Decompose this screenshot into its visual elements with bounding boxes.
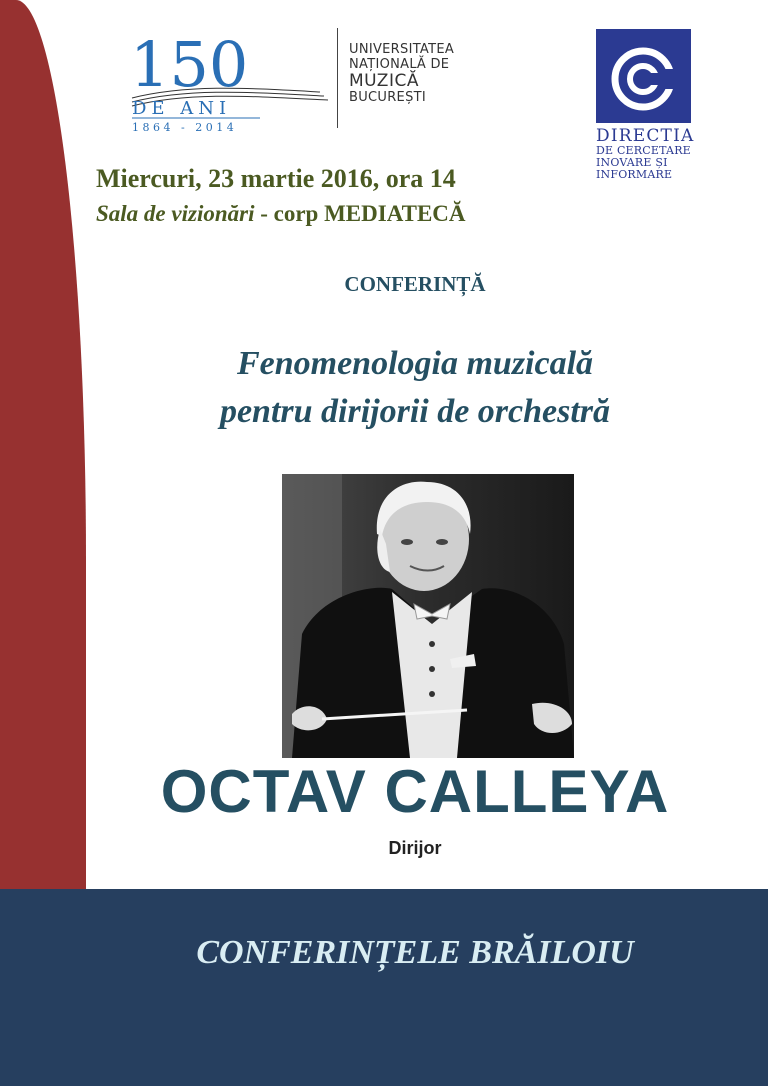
venue-room: Sala de vizionări	[96, 201, 255, 226]
anniversary-years: 1864 - 2014	[132, 121, 238, 134]
conference-label: CONFERINȚĂ	[344, 272, 486, 296]
directia-logo-mark	[596, 29, 691, 123]
anniversary-150-logo	[128, 28, 338, 136]
speaker-name: OCTAV CALLEYA	[160, 758, 670, 825]
directia-line-1: DIRECTIA	[596, 126, 695, 146]
directia-logo-text	[596, 127, 696, 181]
conference-title	[0, 340, 768, 436]
event-venue	[96, 201, 466, 227]
venue-building: - corp MEDIATECĂ	[254, 201, 466, 226]
anniversary-number: 150	[130, 28, 249, 101]
logo-divider	[337, 28, 338, 128]
bottom-banner	[0, 889, 768, 1086]
directia-line-3: INOVARE ȘI	[596, 156, 668, 169]
event-date: Miercuri, 23 martie 2016, ora 14	[96, 164, 456, 193]
directia-line-4: INFORMARE	[596, 168, 673, 181]
directia-line-2: DE CERCETARE	[596, 144, 691, 157]
university-line-4: BUCUREȘTI	[349, 90, 426, 105]
university-line-1: UNIVERSITATEA	[349, 42, 455, 57]
university-logo-text	[349, 42, 454, 105]
conference-title-line-2: pentru dirijorii de orchestră	[219, 393, 611, 430]
directia-c-icon	[596, 29, 691, 123]
university-line-2: NAȚIONALĂ DE	[349, 57, 450, 72]
anniversary-subtitle: DE ANI	[132, 98, 232, 119]
speaker-photo	[282, 474, 574, 758]
series-title: CONFERINȚELE BRĂILOIU	[196, 934, 634, 971]
conference-title-line-1: Fenomenologia muzicală	[236, 345, 594, 382]
university-line-3: MUZICĂ	[349, 71, 419, 91]
speaker-role: Dirijor	[388, 838, 442, 858]
